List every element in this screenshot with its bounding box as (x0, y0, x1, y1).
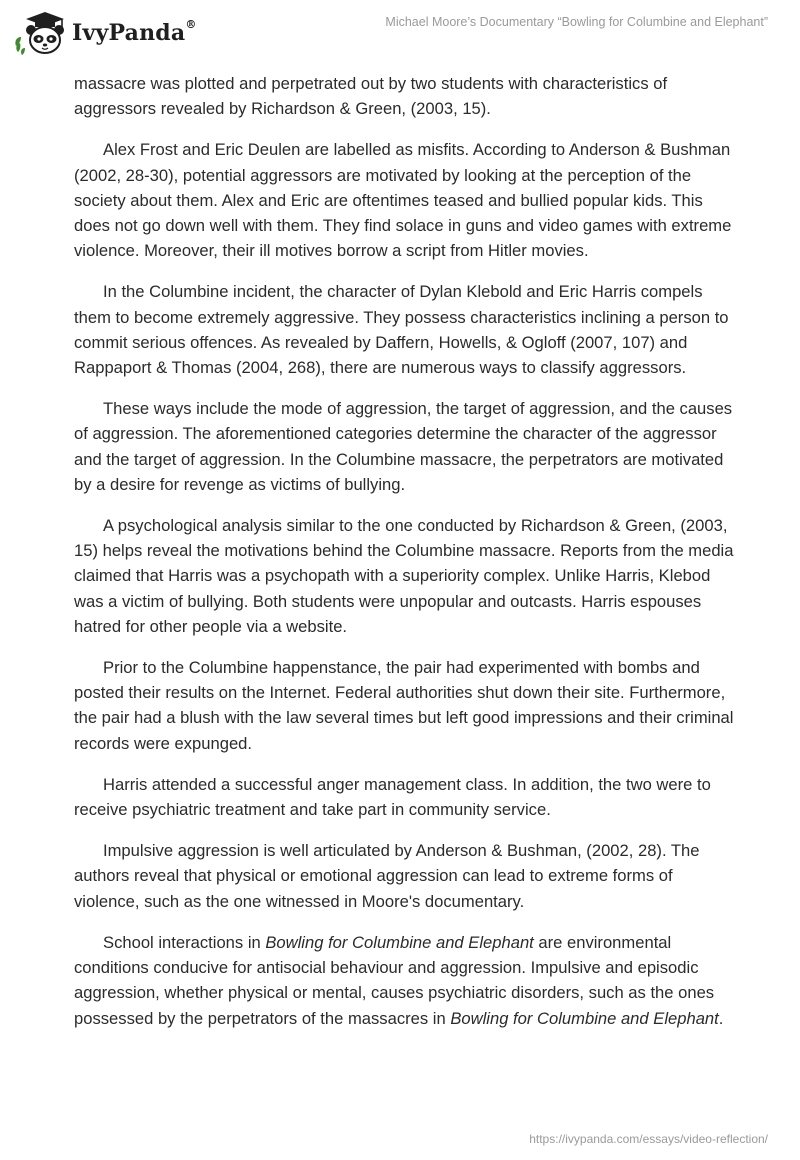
paragraph-1: massacre was plotted and perpetrated out by two students with characteristics of aggressors revealed by Richardson & Green, (2003, 15). (74, 74, 668, 119)
registered-mark: ® (185, 18, 197, 31)
brand-name (72, 20, 197, 46)
film-title-italic-1: Bowling for Columbine and Elephant (265, 932, 534, 952)
paragraph-3: In the Columbine incident, the character of Dylan Klebold and Eric Harris compels them to become extremely aggressive. They possess characteristics inclining a person to commit serious offences. As revealed by Daffern, Howells, & Ogloff (2007, 107) and Rappaport & Thomas (2004, 268), there are numerous ways to classify aggressors. (74, 282, 729, 378)
brand-label: IvyPanda (72, 20, 186, 46)
paragraph-9-part-1: School interactions in (103, 932, 266, 952)
ivypanda-logo[interactable] (12, 8, 197, 58)
paragraph-9-part-3: . (718, 1008, 724, 1028)
paragraph-8: Impulsive aggression is well articulated by Anderson & Bushman, (2002, 28). The authors reveal that physical or emotional aggression can lead to extreme forms of violence, such as the one witnessed in Moore's documentary. (74, 841, 700, 911)
film-title-italic-2: Bowling for Columbine and Elephant (450, 1008, 719, 1028)
panda-graduate-icon (12, 8, 70, 58)
paragraph-2: Alex Frost and Eric Deulen are labelled as misfits. According to Anderson & Bushman (2002, 28-30), potential aggressors are motivated by looking at the perception of the society about them. Alex and Eric are oftentimes teased and bullied popular kids. This does not go down well with them. They find solace in guns and video games with extreme violence. Moreover, their ill motives borrow a script from Hitler movies. (74, 140, 732, 261)
page-header (0, 0, 800, 68)
paragraph-7: Harris attended a successful anger management class. In addition, the two were to receive psychiatric treatment and take part in community service. (74, 774, 711, 820)
document-title: Michael Moore’s Documentary “Bowling for Columbine and Elephant” (385, 15, 768, 29)
paragraph-6: Prior to the Columbine happenstance, the pair had experimented with bombs and posted their results on the Internet. Federal authorities shut down their site. Furthermore, the pair had a blush with the law several times but left good impressions and their criminal records were expunged. (74, 658, 734, 753)
paragraph-4: These ways include the mode of aggression, the target of aggression, and the causes of aggression. The aforementioned categories determine the character of the aggressor and the target of aggression. In the Columbine massacre, the perpetrators are motivated by a desire for revenge as victims of bullying. (74, 399, 733, 494)
source-url[interactable]: https://ivypanda.com/essays/video-reflection/ (529, 1132, 768, 1146)
paragraph-9 (74, 930, 734, 1031)
essay-body (74, 71, 734, 1047)
paragraph-5: A psychological analysis similar to the one conducted by Richardson & Green, (2003, 15) helps reveal the motivations behind the Columbine massacre. Reports from the media claimed that Harris was a psychopath with a superiority complex. Unlike Harris, Klebod was a victim of bullying. Both students were unpopular and outcasts. Harris espouses hatred for other people via a website. (74, 516, 734, 636)
paragraph-9-part-2: are environmental conditions conducive for antisocial behaviour and aggression. Impulsive and episodic aggression, whether physical or mental, causes psychiatric disorders, such as the ones possessed by the perpetrators of the massacres in (74, 932, 715, 1028)
